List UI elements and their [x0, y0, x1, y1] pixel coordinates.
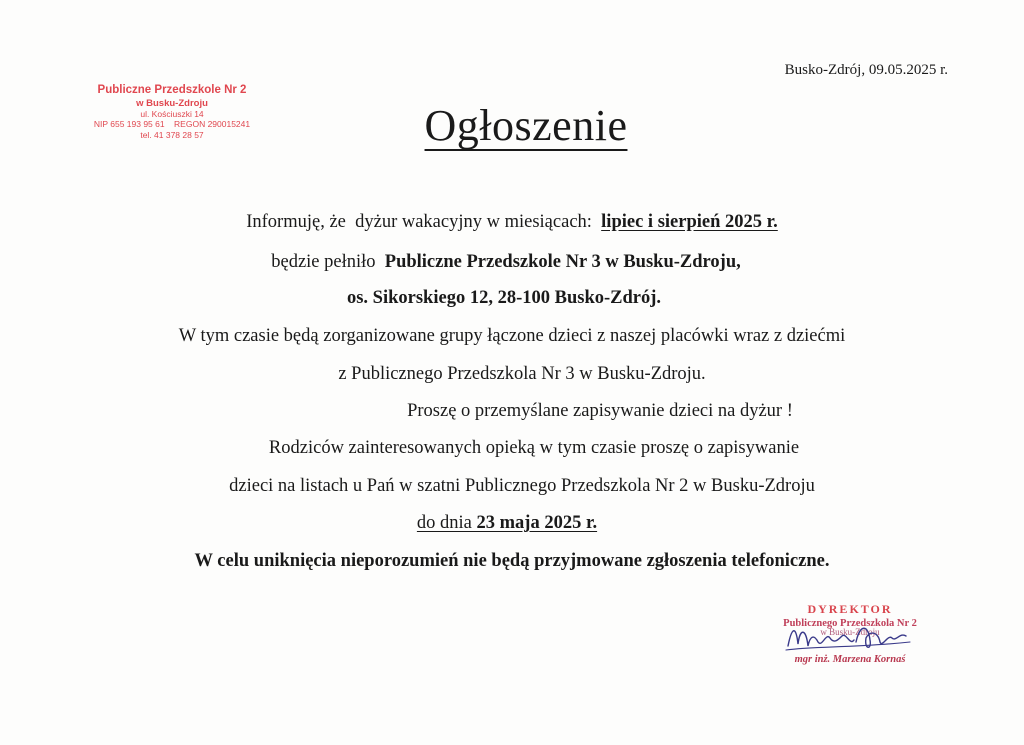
stamp-name: Publiczne Przedszkole Nr 2	[97, 84, 247, 96]
line-4: W tym czasie będą zorganizowane grupy łączone dzieci z naszej placówki wraz z dziećmi	[178, 326, 846, 346]
title-wrap	[0, 97, 1024, 151]
line-2	[0, 252, 1018, 273]
line-6: Proszę o przemyślane zapisywanie dzieci na dyżur !	[407, 401, 793, 421]
line-2-institution: Publiczne Przedszkole Nr 3 w Busku-Zdroju,	[384, 252, 741, 272]
line-7: Rodziców zainteresowanych opieką w tym czasie proszę o zapisywanie	[268, 438, 800, 458]
line-9-date: 23 maja 2025 r.	[476, 513, 598, 533]
line-2-text: będzie pełniło	[271, 252, 385, 272]
stamp-address: ul. Kościuszki 14	[140, 109, 204, 120]
line-3: os. Sikorskiego 12, 28-100 Busko-Zdrój.	[346, 288, 662, 308]
line-8: dzieci na listach u Pań w szatni Publicznego Przedszkola Nr 2 w Busku-Zdroju	[229, 476, 815, 496]
line-9-deadline	[417, 513, 607, 533]
line-1	[0, 212, 1024, 233]
line-9-text: do dnia	[416, 513, 477, 533]
stamp-phone: tel. 41 378 28 57	[140, 129, 204, 140]
stamp-nip-regon: NIP 655 193 95 61 REGON 290015241	[93, 119, 251, 130]
document-title: Ogłoszenie	[424, 101, 628, 150]
line-1-months: lipiec i sierpień 2025 r.	[601, 212, 778, 232]
signature-institution: Publicznego Przedszkola Nr 2	[783, 618, 917, 629]
document-date: Busko-Zdrój, 09.05.2025 r.	[784, 62, 948, 78]
line-1-text: Informuję, że dyżur wakacyjny w miesiącach:	[246, 212, 602, 232]
signature-name: mgr inż. Marzena Kornaś	[794, 654, 906, 665]
stamp-city: w Busku-Zdroju	[136, 97, 208, 109]
line-5: z Publicznego Przedszkola Nr 3 w Busku-Zdroju.	[338, 364, 706, 384]
line-9	[0, 513, 1024, 534]
signature-title: DYREKTOR	[807, 602, 893, 616]
handwritten-signature	[784, 620, 914, 656]
signature-city: w Busku-Zdroju	[820, 627, 880, 637]
line-10: W celu uniknięcia nieporozumień nie będą przyjmowane zgłoszenia telefoniczne.	[194, 551, 830, 571]
